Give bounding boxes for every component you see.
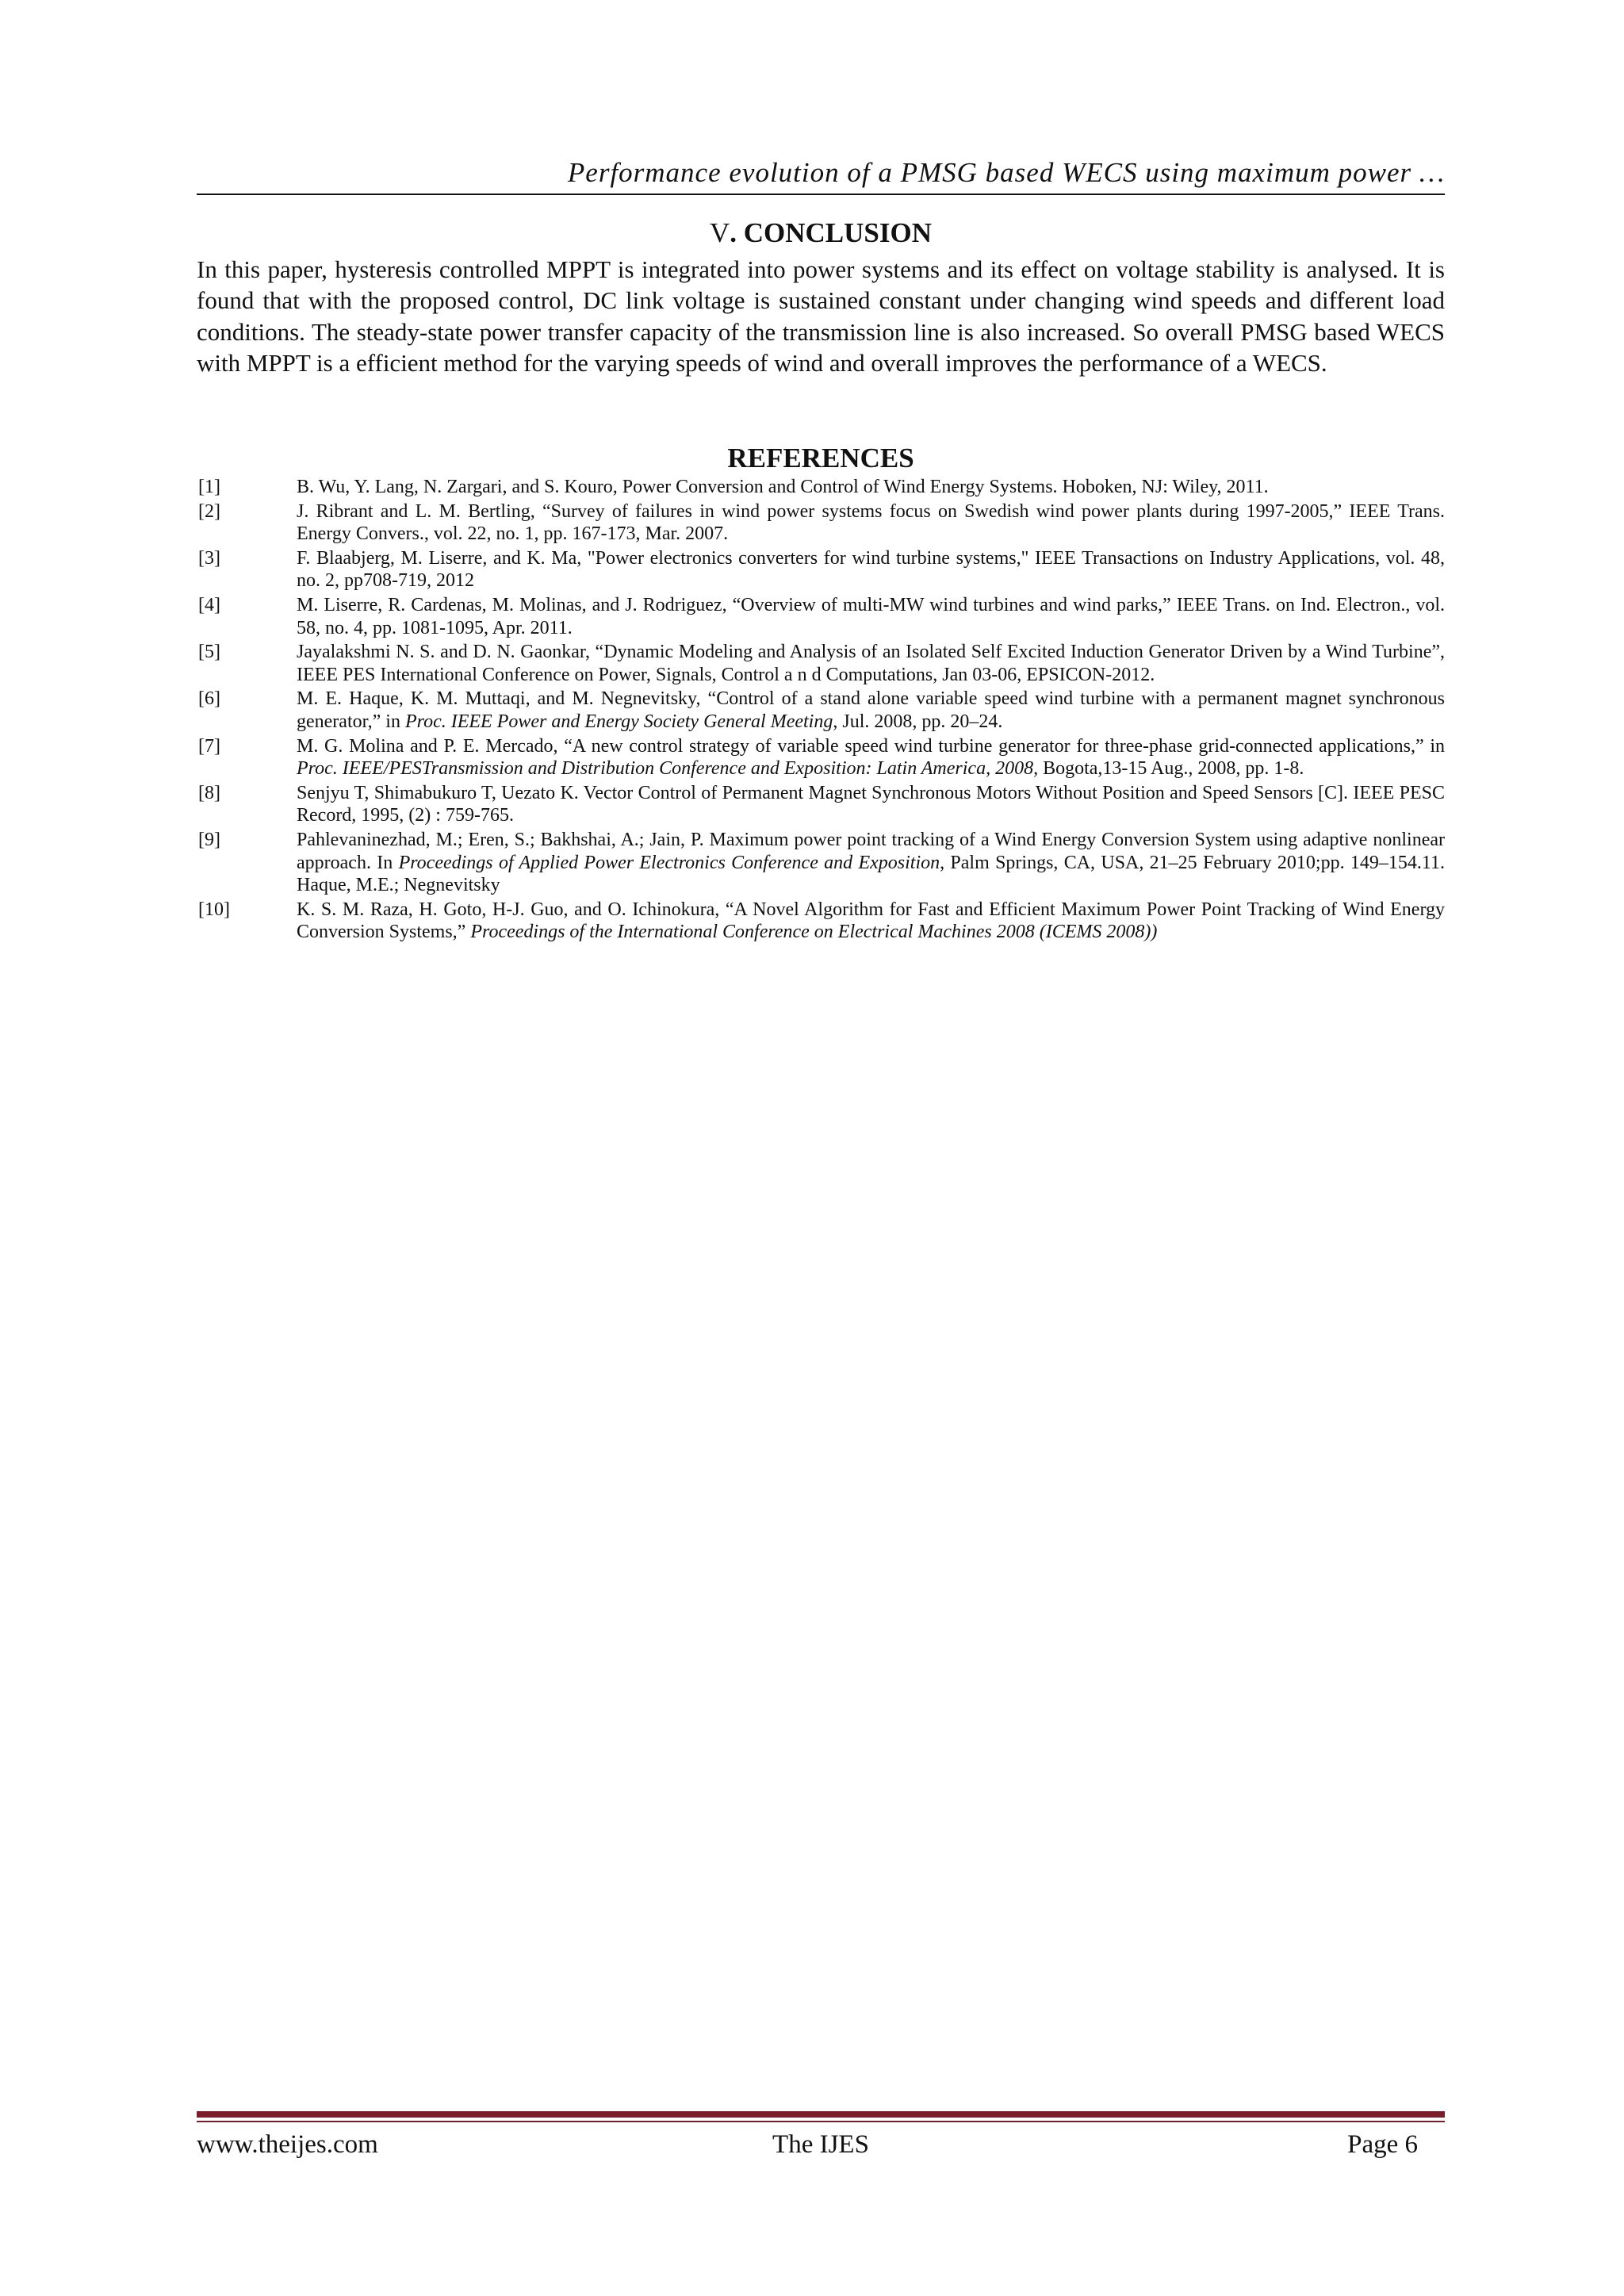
reference-index: [3] (198, 547, 220, 569)
reference-text (297, 829, 1445, 897)
references-list (197, 476, 1445, 945)
reference-segment: Bogota,13-15 Aug., 2008, pp. 1-8. (1038, 758, 1304, 780)
reference-index: [6] (198, 688, 220, 710)
reference-segment: F. Blaabjerg, M. Liserre, and K. Ma, "Power electronics converters for wind turbine systems," IEEE Transactions on Industry Applications, vol. 48, no. 2, pp708-719, 2012 (297, 547, 1445, 592)
reference-segment: Pahlevaninezhad, M.; Eren, S.; Bakhshai, A.; Jain, P. Maximum power point tracking of a Wind Energy Conversion System using adaptive nonlinear approach. In (297, 829, 1445, 873)
reference-index: [9] (198, 829, 220, 850)
reference-index: [2] (198, 500, 220, 522)
reference-segment: , Jul. 2008, pp. 20–24. (833, 711, 1003, 732)
reference-index: [8] (198, 782, 220, 803)
references-heading: REFERENCES (727, 443, 914, 473)
reference-index: [10] (198, 899, 230, 920)
reference-text (297, 899, 1445, 944)
reference-text (297, 641, 1445, 686)
reference-item (197, 500, 1445, 546)
footer-journal: The IJES (772, 2130, 869, 2159)
reference-item (197, 782, 1445, 827)
reference-item (197, 476, 1445, 499)
reference-segment: M. Liserre, R. Cardenas, M. Molinas, and J. Rodriguez, “Overview of multi-MW wind turbines and wind parks,” IEEE Trans. on Ind. Electron., vol. 58, no. 4, pp. 1081-1095, Apr. 2011. (297, 594, 1445, 638)
header-rule (197, 194, 1445, 195)
reference-italic-segment: Proc. IEEE/PESTransmission and Distribution Conference and Exposition: Latin America, 2008, (297, 758, 1039, 780)
reference-text (297, 782, 1445, 827)
reference-text (297, 594, 1445, 639)
reference-segment: J. Ribrant and L. M. Bertling, “Survey of failures in wind power systems focus on Swedish wind power plants during 1997-2005,” IEEE Trans. Energy Convers., vol. 22, no. 1, pp. 167-173, Mar. 2007. (297, 500, 1445, 545)
reference-item (197, 547, 1445, 592)
reference-text (297, 500, 1445, 546)
reference-text (297, 688, 1445, 733)
reference-item (197, 735, 1445, 780)
reference-segment: B. Wu, Y. Lang, N. Zargari, and S. Kouro, Power Conversion and Control of Wind Energy Systems. Hoboken, NJ: Wiley, 2011. (297, 477, 1269, 497)
reference-item (197, 641, 1445, 686)
reference-italic-segment: Proc. IEEE Power and Energy Society General Meeting (404, 711, 833, 732)
reference-item (197, 688, 1445, 733)
section-number: V (709, 217, 730, 248)
conclusion-paragraph: In this paper, hysteresis controlled MPPT is integrated into power systems and its effect on voltage stability is analysed. It is found that with the proposed control, DC link voltage is sustained constant under changing wind speeds and different load conditions. The steady-state power transfer capacity of the transmission line is also increased. So overall PMSG based WECS with MPPT is a efficient method for the varying speeds of wind and overall improves the performance of a WECS. (197, 255, 1445, 378)
footer-website: www.theijes.com (197, 2130, 378, 2159)
conclusion-heading (197, 216, 1445, 251)
reference-segment: M. G. Molina and P. E. Mercado, “A new control strategy of variable speed wind turbine generator for three-phase grid-connected applications,” in (297, 735, 1445, 757)
reference-segment: K. S. M. Raza, H. Goto, H-J. Guo, and O. Ichinokura, “A Novel Algorithm for Fast and Efficient Maximum Power Point Tracking of Wind Energy Conversion Systems,” (297, 899, 1445, 943)
reference-segment: Senjyu T, Shimabukuro T, Uezato K. Vector Control of Permanent Magnet Synchronous Motors Without Position and Speed Sensors [C]. IEEE PESC Record, 1995, (2) : 759-765. (297, 782, 1445, 826)
reference-index: [4] (198, 594, 220, 615)
reference-text (297, 547, 1445, 592)
reference-index: [1] (198, 477, 220, 497)
reference-item (197, 899, 1445, 944)
reference-italic-segment: Proceedings of the International Conference on Electrical Machines 2008 (ICEMS 2008)) (470, 922, 1158, 943)
reference-text (297, 476, 1445, 499)
paper-page (197, 0, 1445, 2296)
reference-item (197, 829, 1445, 897)
footer-rule-thick (197, 2111, 1445, 2118)
reference-text (297, 735, 1445, 780)
reference-segment: Jayalakshmi N. S. and D. N. Gaonkar, “Dynamic Modeling and Analysis of an Isolated Self Excited Induction Generator Driven by a Wind Turbine”, IEEE PES International Conference on Power, Signals, Control a n d Computations, Jan 03-06, EPSICON-2012. (297, 642, 1445, 685)
section-title-text: . CONCLUSION (730, 217, 933, 248)
reference-index: [7] (198, 735, 220, 757)
reference-segment: M. E. Haque, K. M. Muttaqi, and M. Negnevitsky, “Control of a stand alone variable speed wind turbine with a permanent magnet synchronous generator,” in (297, 688, 1445, 732)
reference-segment: , Palm Springs, CA, USA, 21–25 February 2010;pp. 149–154.11. Haque, M.E.; Negnevitsky (297, 852, 1446, 896)
footer-rule-thin (197, 2121, 1445, 2122)
footer-page-number: Page 6 (1347, 2130, 1418, 2159)
reference-index: [5] (198, 642, 220, 663)
reference-item (197, 594, 1445, 639)
reference-italic-segment: Proceedings of Applied Power Electronics Conference and Exposition (398, 852, 940, 873)
running-header: Performance evolution of a PMSG based WECS using maximum power … (567, 157, 1445, 188)
